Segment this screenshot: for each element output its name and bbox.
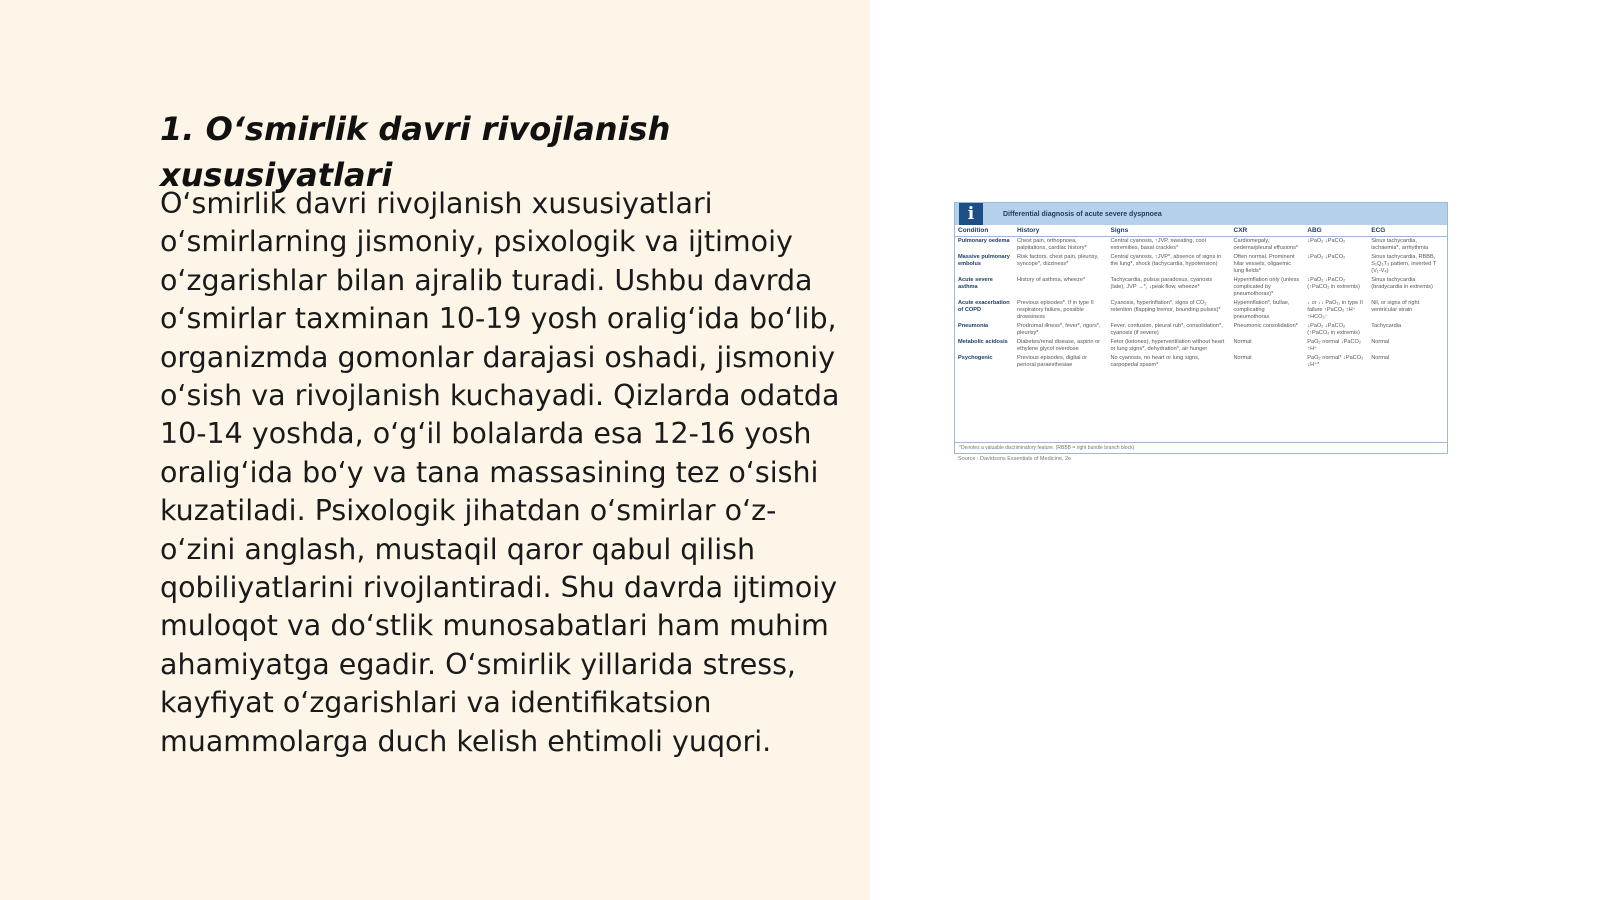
table-cell-abg: PaO₂ normal ↓PaCO₂ ↑H⁺ — [1307, 339, 1362, 352]
table-cell-ecg: Sinus tachycardia (bradycardia in extremis) — [1371, 277, 1433, 290]
table-row — [955, 237, 1447, 254]
table-row — [955, 299, 1447, 322]
column-header: Condition — [955, 225, 1014, 237]
table-cell-abg: ↓PaO₂ ↓PaCO₂ (↑PaCO₂ in extremis) — [1307, 323, 1360, 336]
table-cell-cxr: Normal — [1233, 339, 1252, 345]
column-header: ECG — [1368, 225, 1447, 237]
table-cell-history: History of asthma, wheeze* — [1017, 277, 1086, 283]
table-cell-abg: PaO₂ normal* ↓PaCO₂ ↓H⁺* — [1307, 355, 1364, 368]
table-cell-abg: ↓PaO₂ ↓PaCO₂ (↑PaCO₂ in extremis) — [1307, 277, 1360, 290]
table-cell-ecg: Sinus tachycardia, RBBB, S₁Q₃T₃ pattern, inverted T (V₁-V₄) — [1371, 254, 1436, 274]
table-cell-condition: Pulmonary oedema — [958, 238, 1010, 244]
table-cell-cxr: Often normal. Prominent hilar vessels, oligaemic lung fields* — [1233, 254, 1295, 274]
info-icon: i — [959, 203, 983, 225]
table-cell-condition: Psychogenic — [958, 355, 993, 361]
table-row — [955, 253, 1447, 276]
table-cell-condition: Acute exacerbation of COPD — [958, 300, 1010, 313]
table-cell-ecg: Tachycardia — [1371, 323, 1402, 329]
table-row — [955, 354, 1447, 370]
table-cell-history: Previous episodes, digital or perioral paraesthesiae — [1017, 355, 1087, 368]
table-cell-abg: ↓PaO₂ ↓PaCO₂ — [1307, 238, 1346, 244]
table-cell-signs: Central cyanosis, ↑JVP*, absence of signs in the lung*, shock (tachycardia, hypotension) — [1110, 254, 1222, 267]
table-cell-history: Chest pain, orthopnoea, palpitations, cardiac history* — [1017, 238, 1087, 251]
table-footnote: *Denotes a valuable discriminatory feature. (RBBB = right bundle branch block) — [955, 442, 1447, 453]
table-cell-history: Risk factors, chest pain, pleurisy, syncope*, dizziness* — [1017, 254, 1099, 267]
table-cell-history: Previous episodes*. If in type II respiratory failure, possible drowsiness — [1017, 300, 1094, 320]
table-cell-condition: Pneumonia — [958, 323, 989, 329]
table-cell-ecg: Nil, or signs of right ventricular strain — [1371, 300, 1420, 313]
table-cell-ecg: Normal — [1371, 355, 1390, 361]
table-source: Source : Davidsons Essentials of Medicine, 2e — [958, 456, 1072, 462]
table-cell-signs: Central cyanosis, ↑JVP, sweating, cool extremities, basal crackles* — [1110, 238, 1206, 251]
column-header: ABG — [1304, 225, 1368, 237]
table-cell-signs: No cyanosis, no heart or lung signs, carpopedal spasm* — [1110, 355, 1200, 368]
differential-diagnosis-table-image — [954, 202, 1448, 454]
table-body — [955, 237, 1447, 371]
table-cell-ecg: Normal — [1371, 339, 1390, 345]
table-cell-cxr: Pneumonic consolidation* — [1233, 323, 1298, 329]
table-cell-ecg: Sinus tachycardia, ischaemia*, arrhythmia — [1371, 238, 1429, 251]
table-cell-signs: Cyanosis, hyperinflation*, signs of CO₂ retention (flapping tremor, bounding pulses)* — [1110, 300, 1221, 313]
table-cell-abg: ↓PaO₂ ↓PaCO₂ — [1307, 254, 1346, 260]
table-header-bar — [955, 203, 1447, 225]
table-cell-cxr: Hyperinflation*, bullae, complicating pneumothorax — [1233, 300, 1290, 320]
table-cell-signs: Tachycardia, pulsus paradoxus, cyanosis (late), JVP →*, ↓peak flow, wheeze* — [1110, 277, 1213, 290]
table-row — [955, 276, 1447, 299]
table-cell-history: Prodromal illness*, fever*, rigors*, pleurisy* — [1017, 323, 1101, 336]
diagnosis-table — [955, 225, 1447, 370]
table-cell-condition: Acute severe asthma — [958, 277, 993, 290]
column-header: CXR — [1231, 225, 1305, 237]
slide-body-text: O‘smirlik davri rivojlanish xususiyatlari o‘smirlarning jismoniy, psixologik va ijtimoiy o‘zgarishlar bilan ajralib turadi. Ushbu davrda o‘smirlar taxminan 10-19 yosh oralig‘ida bo‘lib, organizmda gomonlar darajasi oshadi, jismoniy o‘sish va rivojlanish kuchayadi. Qizlarda odatda 10-14 yoshda, o‘g‘il bolalarda esa 12-16 yosh oralig‘ida bo‘y va tana massasining tez o‘sishi kuzatiladi. Psixologik jihatdan o‘smirlar o‘z-o‘zini anglash, mustaqil qaror qabul qilish qobiliyatlarini rivojlantiradi. Shu davrda ijtimoiy muloqot va do‘stlik munosabatlari ham muhim ahamiyatga egadir. O‘smirlik yillarida stress, kayfiyat o‘zgarishlari va identifikatsion muammolarga duch kelish ehtimoli yuqori. — [160, 187, 840, 758]
table-cell-condition: Metabolic acidosis — [958, 339, 1008, 345]
column-header: History — [1014, 225, 1107, 237]
table-cell-cxr: Hyperinflation only (unless complicated by pneumothorax)* — [1233, 277, 1300, 297]
table-caption: Differential diagnosis of acute severe dyspnoea — [1003, 210, 1162, 218]
table-row — [955, 338, 1447, 354]
table-cell-cxr: Cardiomegaly, oedema/pleural effusions* — [1233, 238, 1299, 251]
table-cell-condition: Massive pulmonary embolus — [958, 254, 1010, 267]
table-cell-signs: Fever, confusion, pleural rub*, consolidation*, cyanosis (if severe) — [1110, 323, 1223, 336]
table-cell-cxr: Normal — [1233, 355, 1252, 361]
table-cell-history: Diabetes/renal disease, aspirin or ethylene glycol overdose — [1017, 339, 1101, 352]
table-cell-signs: Fetor (ketones), hyperventilation without heart or lung signs*, dehydration*, air hunger — [1110, 339, 1225, 352]
table-header-row — [955, 225, 1447, 237]
table-row — [955, 322, 1447, 338]
table-cell-abg: ↓ or ↓↓ PaO₂, in type II failure ↑PaCO₂ ↑H⁺ ↑HCO₃⁻ — [1307, 300, 1363, 320]
slide-title: 1. O‘smirlik davri rivojlanish xususiyatlari — [160, 110, 671, 194]
column-header: Signs — [1108, 225, 1231, 237]
